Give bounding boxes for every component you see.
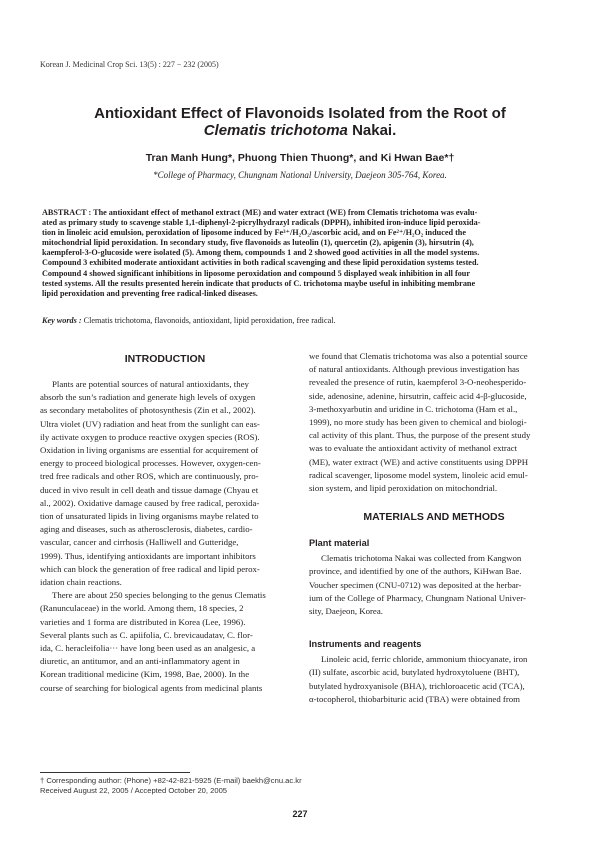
text-line: al., 2002). Oxidative damage caused by free radical, peroxida- <box>40 497 260 508</box>
received-accepted-dates: Received August 22, 2005 / Accepted October 20, 2005 <box>40 786 228 795</box>
text-line: Ultra violet (UV) radiation and heat from the sunlight can eas- <box>40 418 260 429</box>
intro-paragraph-2 <box>40 589 290 695</box>
text-line: (Ranunculaceae) in the world. Among them, 18 species, 2 <box>40 603 244 614</box>
text-line: Plants are potential sources of natural antioxidants, they <box>52 379 249 389</box>
text-line: (II) sulfate, ascorbic acid, butylated hydroxytoluene (BHT), <box>309 667 520 678</box>
text-line: diuretic, an antitumor, and an anti-inflammatory agent in <box>40 656 240 667</box>
text-line: vascular, cancer and cirrhosis (Halliwell and Gutteridge, <box>40 537 239 548</box>
text-line: radical scavenger, liposome model system, linoleic acid emul- <box>309 469 528 480</box>
text-line: of natural antioxidants. Although previous investigation has <box>309 364 520 375</box>
right-column <box>309 350 559 706</box>
text-line: tred free radicals and other ROS, which are continuously, pro- <box>40 471 259 482</box>
text-line: 3-methoxyarbutin and uridine in C. trichotoma (Ham et al., <box>309 403 518 414</box>
text-line: course of searching for biological agents from medicinal plants <box>40 682 263 693</box>
text-line: ida, C. heracleifolia··· have long been used as an analgesic, a <box>40 643 256 654</box>
text-line: α-tocopherol, thiobarbituric acid (TBA) were obtained from <box>309 693 521 704</box>
footnote-divider <box>40 772 190 773</box>
footnote <box>40 776 302 796</box>
abstract-line: ated as primary study to scavenge stable 1,1-diphenyl-2-picrylhydrazyl radicals (DPPH), inhibited iron-induce lipid peroxida- <box>42 218 481 228</box>
text-line: 1999), no more study has been given to chemical and biologi- <box>309 417 527 428</box>
text-line: ily activate oxygen to produce reactive oxygen species (ROS). <box>40 431 260 442</box>
abstract-line: tested systems. All the results presented herein indicate that products of C. trichotoma maybe useful in inhibiting membrane <box>42 278 476 288</box>
text-line: as secondary metabolites of photosynthesis (Zin et al., 2002). <box>40 405 256 416</box>
abstract-line: tion in linoleic acid emulsion, peroxidation of liposome induced by Fe³⁺/H₂O₂/ascorbic acid, and on Fe²⁺/H₂O₂ induced the <box>42 228 466 238</box>
text-line: Korean traditional medicine (Kim, 1998, Bae, 2000). In the <box>40 669 250 680</box>
text-line: side, adenosine, adenine, hirsutrin, caffeic acid 4-β-glucoside, <box>309 390 527 401</box>
section-heading-introduction: INTRODUCTION <box>124 353 206 365</box>
reagents-paragraph <box>309 653 559 706</box>
keywords <box>42 316 336 325</box>
text-line: energy to proceed biological processes. However, oxygen-cen- <box>40 458 261 469</box>
text-line: absorb the sun’s radiation and generate high levels of oxygen <box>40 392 256 403</box>
keywords-label: Key words : <box>42 316 82 325</box>
text-line: Several plants such as C. apiifolia, C. brevicaudatav, C. flor- <box>40 629 253 640</box>
abstract-line: lipid peroxidation and preventing free radical-linked diseases. <box>42 288 258 298</box>
spacer <box>309 495 559 508</box>
text-line: tion of unsaturated lipids in living organisms maybe related to <box>40 511 259 522</box>
article-title-line-1: Antioxidant Effect of Flavonoids Isolated from the Root of <box>94 105 506 122</box>
text-line: There are about 250 species belonging to the genus Clematis <box>52 590 266 601</box>
text-line: varieties and 1 forma are distributed in Korea (Lee, 1996). <box>40 616 246 627</box>
abstract-line: kaempferol-3-O-glucoside were isolated (5). Among them, compounds 1 and 2 showed good activities in all the model systems. <box>42 248 480 258</box>
left-column <box>40 350 290 695</box>
text-line: Oxidation in living organisms are essential for acquirement of <box>40 445 259 456</box>
plant-material-paragraph <box>309 552 559 618</box>
text-line: aging and diseases, such as atherosclerosis, diabetes, cardio- <box>40 524 253 535</box>
abstract-line: mitochondrial lipid peroxidation. In secondary study, five flavonoids as luteolin (1), quercetin (2), apigenin (3), hirsutrin (4), <box>42 238 474 248</box>
abstract-line: ABSTRACT : The antioxidant effect of methanol extract (ME) and water extract (WE) from Clematis trichotoma was evalu- <box>42 208 478 217</box>
intro-paragraph-1 <box>40 378 290 589</box>
text-line: revealed the presence of rutin, kaempferol 3-O-neohesperido- <box>309 377 527 388</box>
text-line: butylated hydroxyanisole (BHA), trichloroacetic acid (TCA), <box>309 680 525 691</box>
text-line: Linoleic acid, ferric chloride, ammonium thiocyanate, iron <box>321 654 528 665</box>
species-name: Clematis trichotoma <box>203 122 348 139</box>
text-line: Voucher specimen (CNU-0712) was deposited at the herbar- <box>309 579 522 590</box>
text-line: ium of the College of Pharmacy, Chungnam National Univer- <box>309 592 526 603</box>
journal-reference: Korean J. Medicinal Crop Sci. 13(5) : 227 − 232 (2005) <box>40 60 219 69</box>
text-line: (ME), water extract (WE) and active constituents using DPPH <box>309 456 529 467</box>
abstract <box>42 208 560 299</box>
intro-paragraph-continued <box>309 350 559 495</box>
text-line: idation chain reactions. <box>40 577 122 588</box>
spacer <box>309 618 559 631</box>
text-line: was to evaluate the antioxidant activity of methanol extract <box>309 443 518 454</box>
page-number: 227 <box>292 809 308 819</box>
text-line: cal activity of this plant. Thus, the purpose of the present study <box>309 430 531 441</box>
subheading-instruments-reagents: Instruments and reagents <box>309 639 422 650</box>
species-authority: Nakai. <box>347 122 397 139</box>
keywords-text: Clematis trichotoma, flavonoids, antioxidant, lipid peroxidation, free radical. <box>81 316 336 325</box>
text-line: 1999). Thus, identifying antioxidants are important inhibitors <box>40 550 256 561</box>
text-line: province, and identified by one of the authors, KiHwan Bae. <box>309 566 522 577</box>
corresponding-author-note: † Corresponding author: (Phone) +82-42-821-5925 (E-mail) baekh@cnu.ac.kr <box>40 776 302 785</box>
text-line: we found that Clematis trichotoma was also a potential source <box>309 351 528 361</box>
abstract-line: Compound 3 exhibited moderate antioxidant activities in both radical scavenging and these lipid peroxidation systems tested. <box>42 258 479 268</box>
text-line: Clematis trichotoma Nakai was collected from Kangwon <box>321 553 522 564</box>
affiliation: *College of Pharmacy, Chungnam National University, Daejeon 305-764, Korea. <box>153 170 447 180</box>
text-line: sion system, and lipid peroxidation on mitochondrial. <box>309 483 498 494</box>
author-list: Tran Manh Hung*, Phuong Thien Thuong*, and Ki Hwan Bae*† <box>145 152 455 164</box>
abstract-line: Compound 4 showed significant inhibitions in liposome peroxidation and compound 5 displayed weak inhibition in all four <box>42 268 470 278</box>
text-line: duced in vivo result in cell death and tissue damage (Chyau et <box>40 484 259 495</box>
subheading-plant-material: Plant material <box>309 538 370 549</box>
text-line: sity, Daejeon, Korea. <box>309 606 383 617</box>
section-heading-materials-methods: MATERIALS AND METHODS <box>363 511 505 524</box>
article-title-line-2 <box>40 121 560 140</box>
text-line: which can block the generation of free radical and lipid perox- <box>40 563 260 574</box>
